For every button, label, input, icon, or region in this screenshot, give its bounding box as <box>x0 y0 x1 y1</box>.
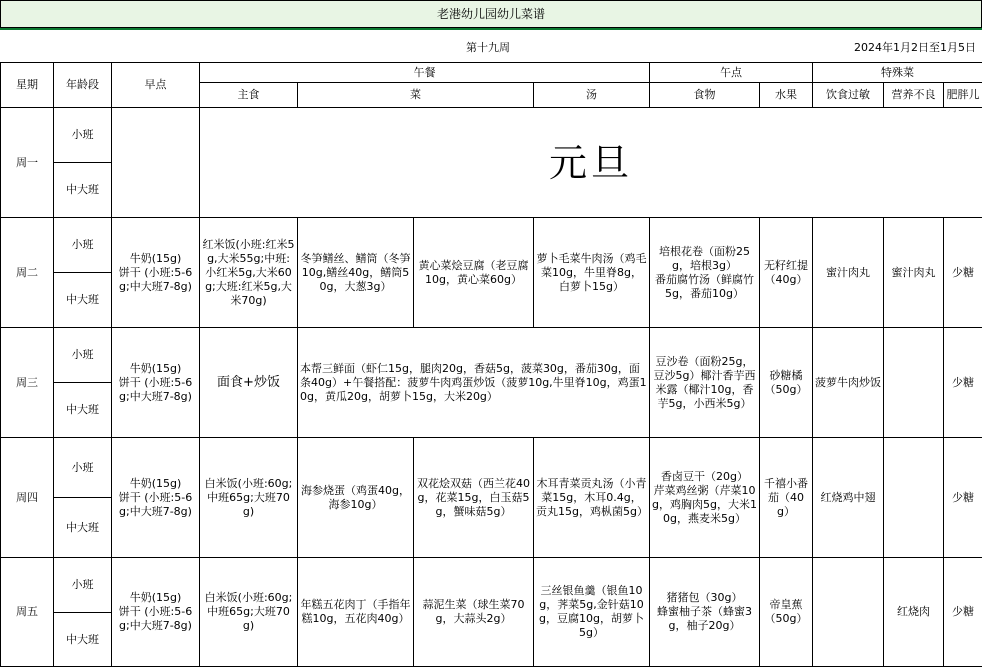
week-label: 第十九周 <box>466 41 510 54</box>
age-small: 小班 <box>54 438 112 498</box>
friday-snack-food: 猪猪包（30g） 蜂蜜柚子茶（蜂蜜3g，柚子20g） <box>650 558 760 667</box>
thursday-dish-2: 双花烩双菇（西兰花40g，花菜15g，白玉菇5g，蟹味菇5g） <box>414 438 534 558</box>
header-obesity: 肥胖儿 <box>944 83 982 108</box>
header-snack: 午点 <box>650 63 813 83</box>
wednesday-row-small <box>1 328 982 383</box>
header-row-1 <box>1 63 982 83</box>
friday-malnutrition: 红烧肉 <box>884 558 944 667</box>
holiday-label: 元旦 <box>549 140 634 185</box>
header-fruit: 水果 <box>760 83 813 108</box>
menu-title: 老港幼儿园幼儿菜谱 <box>0 0 982 28</box>
age-small: 小班 <box>54 558 112 613</box>
tuesday-obesity: 少糖 <box>944 218 982 328</box>
day-wednesday: 周三 <box>1 328 54 438</box>
header-dish: 菜 <box>298 83 534 108</box>
day-tuesday: 周二 <box>1 218 54 328</box>
friday-dish-1: 年糕五花肉丁（手指年糕10g，五花肉40g） <box>298 558 414 667</box>
wednesday-fruit: 砂糖橘（50g） <box>760 328 813 438</box>
date-range: 2024年1月2日至1月5日 <box>854 41 976 54</box>
header-soup: 汤 <box>534 83 650 108</box>
tuesday-allergy: 蜜汁肉丸 <box>813 218 884 328</box>
header-food: 食物 <box>650 83 760 108</box>
holiday-cell <box>200 108 982 218</box>
tuesday-dish-1: 冬笋鳝丝、鳝筒（冬笋10g,鳝丝40g，鳝筒50g，大葱3g） <box>298 218 414 328</box>
header-malnutrition: 营养不良 <box>884 83 944 108</box>
age-small: 小班 <box>54 328 112 383</box>
thursday-soup: 木耳青菜贡丸汤（小青菜15g，木耳0.4g，贡丸15g，鸡枞菌5g） <box>534 438 650 558</box>
tuesday-row-small <box>1 218 982 273</box>
day-thursday: 周四 <box>1 438 54 558</box>
tuesday-dish-2: 黄心菜烩豆腐（老豆腐10g，黄心菜60g） <box>414 218 534 328</box>
thursday-dish-1: 海参烧蛋（鸡蛋40g，海参10g） <box>298 438 414 558</box>
header-staple: 主食 <box>200 83 298 108</box>
friday-allergy <box>813 558 884 667</box>
friday-row-small <box>1 558 982 613</box>
day-friday: 周五 <box>1 558 54 667</box>
age-midlarge: 中大班 <box>54 163 112 218</box>
header-lunch: 午餐 <box>200 63 650 83</box>
thursday-staple: 白米饭(小班:60g;中班65g;大班70g) <box>200 438 298 558</box>
friday-obesity: 少糖 <box>944 558 982 667</box>
tuesday-soup: 萝卜毛菜牛肉汤（鸡毛菜10g，牛里脊8g，白萝卜15g） <box>534 218 650 328</box>
age-midlarge: 中大班 <box>54 273 112 328</box>
header-special: 特殊菜 <box>813 63 982 83</box>
age-small: 小班 <box>54 108 112 163</box>
friday-breakfast: 牛奶(15g) 饼干 (小班:5-6g;中大班7-8g) <box>112 558 200 667</box>
monday-row-small <box>1 108 982 163</box>
friday-staple: 白米饭(小班:60g;中班65g;大班70g) <box>200 558 298 667</box>
tuesday-snack-food: 培根花卷（面粉25g，培根3g） 番茄腐竹汤（鲜腐竹5g，番茄10g） <box>650 218 760 328</box>
tuesday-malnutrition: 蜜汁肉丸 <box>884 218 944 328</box>
thursday-obesity: 少糖 <box>944 438 982 558</box>
friday-fruit: 帝皇蕉（50g） <box>760 558 813 667</box>
week-row <box>0 28 982 62</box>
header-breakfast: 早点 <box>112 63 200 108</box>
thursday-malnutrition <box>884 438 944 558</box>
day-monday: 周一 <box>1 108 54 218</box>
thursday-fruit: 千禧小番茄（40g） <box>760 438 813 558</box>
wednesday-dish: 本帮三鲜面（虾仁15g，腿肉20g，香菇5g，菠菜30g，番茄30g，面条40g）+午餐搭配：菠萝牛肉鸡蛋炒饭（菠萝10g,牛里脊10g，鸡蛋10g，黄瓜20g，胡萝卜15g，大米20g） <box>298 328 650 438</box>
friday-dish-2: 蒜泥生菜（球生菜70g，大蒜头2g） <box>414 558 534 667</box>
age-midlarge: 中大班 <box>54 613 112 667</box>
wednesday-obesity: 少糖 <box>944 328 982 438</box>
thursday-row-small <box>1 438 982 498</box>
wednesday-snack-food: 豆沙卷（面粉25g，豆沙5g）椰汁香芋西米露（椰汁10g，香芋5g，小西米5g） <box>650 328 760 438</box>
thursday-snack-food: 香卤豆干（20g） 芹菜鸡丝粥（芹菜10g，鸡胸肉5g，大米10g，燕麦米5g） <box>650 438 760 558</box>
age-small: 小班 <box>54 218 112 273</box>
thursday-breakfast: 牛奶(15g) 饼干 (小班:5-6g;中大班7-8g) <box>112 438 200 558</box>
age-midlarge: 中大班 <box>54 383 112 438</box>
monday-breakfast <box>112 108 200 218</box>
thursday-allergy: 红烧鸡中翅 <box>813 438 884 558</box>
tuesday-staple: 红米饭(小班:红米5g,大米55g;中班:小红米5g,大米60g;大班:红米5g,大米70g) <box>200 218 298 328</box>
header-allergy: 饮食过敏 <box>813 83 884 108</box>
friday-soup: 三丝银鱼羹（银鱼10g，荠菜5g,金针菇10g，豆腐10g，胡萝卜5g） <box>534 558 650 667</box>
wednesday-breakfast: 牛奶(15g) 饼干 (小班:5-6g;中大班7-8g) <box>112 328 200 438</box>
tuesday-breakfast: 牛奶(15g) 饼干 (小班:5-6g;中大班7-8g) <box>112 218 200 328</box>
age-midlarge: 中大班 <box>54 498 112 558</box>
tuesday-fruit: 无籽红提（40g） <box>760 218 813 328</box>
header-age: 年龄段 <box>54 63 112 108</box>
wednesday-allergy: 菠萝牛肉炒饭 <box>813 328 884 438</box>
header-day: 星期 <box>1 63 54 108</box>
menu-table <box>0 62 982 667</box>
wednesday-malnutrition <box>884 328 944 438</box>
wednesday-staple: 面食+炒饭 <box>200 328 298 438</box>
